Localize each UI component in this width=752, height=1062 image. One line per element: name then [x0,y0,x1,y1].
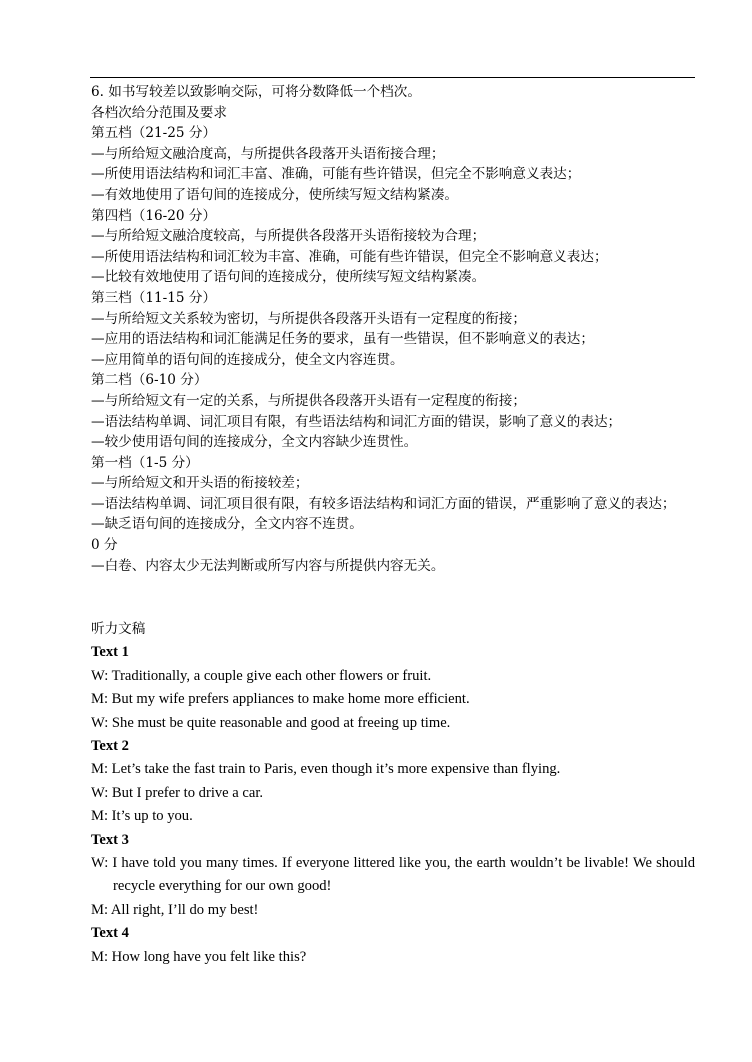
band-1-item: —语法结构单调、词汇项目很有限，有较多语法结构和词汇方面的错误，严重影响了意义的表达； [91,495,676,512]
band-2-item: —与所给短文有一定的关系，与所提供各段落开头语有一定程度的衔接； [91,392,526,409]
rubric-heading: 各档次给分范围及要求 [91,104,227,121]
band-1-title: 第一档（1-5 分） [91,454,199,471]
dialogue-line: M: All right, I’ll do my best! [91,901,259,918]
band-2-title: 第二档（6-10 分） [91,372,208,389]
band-4-item: —与所给短文融洽度较高，与所提供各段落开头语衔接较为合理； [91,228,486,245]
dialogue-line: W: I have told you many times. If everyone littered like you, the earth wouldn’t be livable! We should recycle everything for our own good! [91,854,695,895]
band-0-item: —白卷、内容太少无法判断或所写内容与所提供内容无关。 [91,557,445,574]
band-1-item: —缺乏语句间的连接成分，全文内容不连贯。 [91,516,363,533]
transcript-heading: 听力文稿 [91,621,146,637]
band-2-item: —语法结构单调、词汇项目有限，有些语法结构和词汇方面的错误，影响了意义的表达； [91,413,622,430]
dialogue-line: M: It’s up to you. [91,808,193,825]
band-5-item: —所使用语法结构和词汇丰富、准确，可能有些许错误，但完全不影响意义表达； [91,166,581,183]
band-2-item: —较少使用语句间的连接成分，全文内容缺少连贯性。 [91,434,418,451]
band-4-item: —比较有效地使用了语句间的连接成分，使所续写短文结构紧凑。 [91,269,486,286]
listening-transcript [91,618,695,969]
text-1-title: Text 1 [91,644,129,661]
dialogue-line: M: Let’s take the fast train to Paris, even though it’s more expensive than flying. [91,761,561,778]
band-3-item: —应用的语法结构和词汇能满足任务的要求，虽有一些错误，但不影响意义的表达； [91,331,594,348]
band-1-item: —与所给短文和开头语的衔接较差； [91,475,309,492]
band-5-item: —有效地使用了语句间的连接成分，使所续写短文结构紧凑。 [91,186,459,203]
band-3-title: 第三档（11-15 分） [91,289,217,306]
dialogue-line: M: But my wife prefers appliances to make home more efficient. [91,691,470,708]
text-4-title: Text 4 [91,925,129,942]
dialogue-line: M: How long have you felt like this? [91,948,307,965]
band-5-title: 第五档（21-25 分） [91,125,217,142]
dialogue-line: W: But I prefer to drive a car. [91,784,264,801]
text-2-title: Text 2 [91,737,129,754]
band-4-title: 第四档（16-20 分） [91,207,217,224]
top-rule [90,77,695,78]
text-3-title: Text 3 [91,831,129,848]
dialogue-line: W: She must be quite reasonable and good at freeing up time. [91,714,451,731]
rubric-note-6: 6. 如书写较差以致影响交际，可将分数降低一个档次。 [91,84,421,100]
band-3-item: —与所给短文关系较为密切，与所提供各段落开头语有一定程度的衔接； [91,310,526,327]
dialogue-line: W: Traditionally, a couple give each other flowers or fruit. [91,667,432,684]
band-0-title: 0 分 [91,537,118,554]
band-4-item: —所使用语法结构和词汇较为丰富、准确，可能有些许错误，但完全不影响意义表达； [91,248,608,265]
scoring-rubric [91,82,701,576]
band-3-item: —应用简单的语句间的连接成分，使全文内容连贯。 [91,351,404,368]
band-5-item: —与所给短文融洽度高，与所提供各段落开头语衔接合理； [91,145,445,162]
